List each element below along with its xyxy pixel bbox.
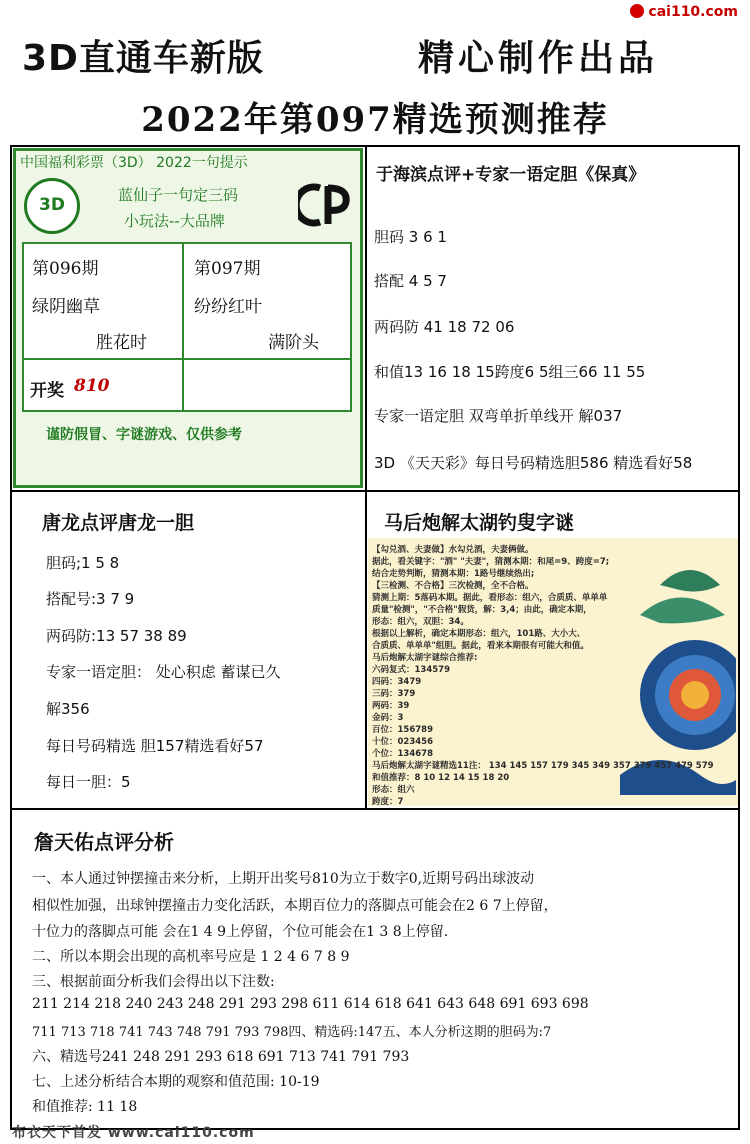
mahoupao-line: 跨度：7 [372,797,404,807]
tanglong-title: 唐龙点评唐龙一胆 [42,512,195,534]
expert-yu-line: 两码防 41 18 72 06 [374,318,515,336]
footer-source: 布衣天下首发 www.cai110.com [12,1125,255,1141]
analysis-line: 和值推荐: 11 18 [32,1099,138,1115]
mahoupao-line: 马后炮解太湖字谜综合推荐: [372,653,478,663]
mahoupao-line: 根据以上解析，确定本期形态：组六，101路、大小大、 [372,629,586,639]
analysis-line: 相似性加强，出球钟摆撞击力变化活跃，本期百位力的落脚点可能会在2 6 7上停留， [32,898,558,914]
expert-yu-line: 胆码 3 6 1 [374,228,447,246]
mahoupao-title: 马后炮解太湖钓叟字谜 [384,512,575,534]
mahoupao-line: 个位：134678 [372,749,433,759]
expert-yu-line: 3D 《天天彩》每日号码精选胆586 精选看好58 [374,454,693,472]
cur-line-1: 纷纷红叶 [194,297,262,317]
expert-yu-line: 和值13 16 18 15跨度6 5组三66 11 55 [374,363,646,381]
analysis-line: 十位力的落脚点可能 会在1 4 9上停留，个位可能会在1 3 8上停留. [32,924,449,940]
divider-horizontal-1 [10,490,740,492]
ticket-slogan-2: 小玩法--大品牌 [124,212,225,230]
ticket-grid-divider-h [22,358,352,360]
expert-yu-title: 于海滨点评+专家一语定胆《保真》 [376,165,646,185]
mahoupao-line: 形态：组六 [372,785,415,795]
cur-line-2: 满阶头 [268,333,319,353]
mahoupao-line: 【三检测、不合格】三次检测，全不合格。 [372,581,534,591]
3d-badge-icon [24,178,80,234]
page-subtitle: 2022年第097精选预测推荐 [141,100,609,140]
header-right-title: 精心制作出品 [418,38,659,79]
cur-issue: 第097期 [194,259,261,279]
header-left-title: 3D直通车新版 [22,38,264,79]
mahoupao-line: 三码：379 [372,689,416,699]
analysis-line: 三、根据前面分析我们会得出以下注数: [32,974,275,990]
draw-number: 810 [74,376,110,396]
mahoupao-line: 十位：023456 [372,737,433,747]
divider-vertical-top [365,145,367,490]
ticket-slogan-1: 蓝仙子一句定三码 [118,186,239,204]
analysis-line: 711 713 718 741 743 748 791 793 798四、精选码:147五、本人分析这期的胆码为:7 [32,1025,552,1040]
tanglong-line: 解356 [46,700,90,718]
mahoupao-line: 马后炮解太湖字谜精选11注： 134 145 157 179 345 349 357 379 457 479 579 [372,761,714,771]
analysis-line: 二、所以本期会出现的高机率号应是 1 2 4 6 7 8 9 [32,949,350,965]
mahoupao-line: 两码：39 [372,701,410,711]
mahoupao-line: 百位：156789 [372,725,433,735]
welfare-lottery-logo-icon [298,180,350,230]
zhantianyou-title: 詹天佑点评分析 [34,830,174,854]
divider-horizontal-2 [10,808,740,810]
mahoupao-line: 结合走势判断，猜测本期：1路号继续热出; [372,569,535,579]
analysis-line: 一、本人通过钟摆撞击来分析，上期开出奖号810为立于数字0,近期号码出球波动 [32,871,535,887]
expert-yu-line: 搭配 4 5 7 [374,272,447,290]
mahoupao-line: 六码复式：134579 [372,665,450,675]
mahoupao-line: 金码：3 [372,713,404,723]
analysis-line: 六、精选号241 248 291 293 618 691 713 741 791 793 [32,1049,410,1065]
mahoupao-line: 和值推荐：8 10 12 14 15 18 20 [372,773,510,783]
ticket-footer: 谨防假冒、字谜游戏、仅供参考 [46,427,242,443]
prev-issue: 第096期 [32,259,99,279]
analysis-line: 211 214 218 240 243 248 291 293 298 611 614 618 641 643 648 691 693 698 [32,996,589,1012]
mahoupao-line: 四码：3479 [372,677,422,687]
mahoupao-line: 合质质、单单单"组胆。据此，看来本期很有可能大和值。 [372,641,589,651]
ticket-grid-divider-v [182,242,184,412]
logo-text: cai110.com [648,4,738,20]
prev-line-1: 绿阴幽草 [32,297,100,317]
expert-yu-line: 专家一语定胆 双弯单折单线开 解037 [374,407,623,425]
tanglong-line: 每日一胆：5 [46,773,131,791]
tanglong-line: 搭配号:3 7 9 [46,590,135,608]
prev-line-2: 胜花时 [96,333,147,353]
site-logo [630,4,738,20]
mahoupao-line: 质量"检测"，"不合格"假货，解：3,4；由此，确定本期， [372,605,592,615]
mahoupao-line: 形态：组六，双胆：34。 [372,617,469,627]
mahoupao-line: 【勾兑酒、夫妻做】水勾兑酒，夫妻俩做。 [372,545,534,555]
mahoupao-line: 猜测上期：5落码本期。据此，看形态：组六，合质质、单单单 [372,593,608,603]
draw-label: 开奖 [30,381,64,401]
analysis-line: 七、上述分析结合本期的观察和值范围: 10-19 [32,1074,320,1090]
tanglong-line: 两码防:13 57 38 89 [46,627,187,645]
ticket-head: 中国福利彩票（3D） 2022一句提示 [20,155,248,171]
badge-text: 3D [39,195,65,215]
tanglong-line: 每日号码精选 胆157精选看好57 [46,737,264,755]
logo-dot-icon [630,4,644,18]
wave-decoration-icon [600,545,736,795]
tanglong-line: 胆码;1 5 8 [46,554,120,572]
divider-vertical-middle [365,490,367,808]
tanglong-line: 专家一语定胆： 处心积虑 蓄谋已久 [46,663,281,681]
mahoupao-line: 据此，看关键字："酒" "夫妻"，猜测本期：和尾=9、跨度=7; [372,557,610,567]
